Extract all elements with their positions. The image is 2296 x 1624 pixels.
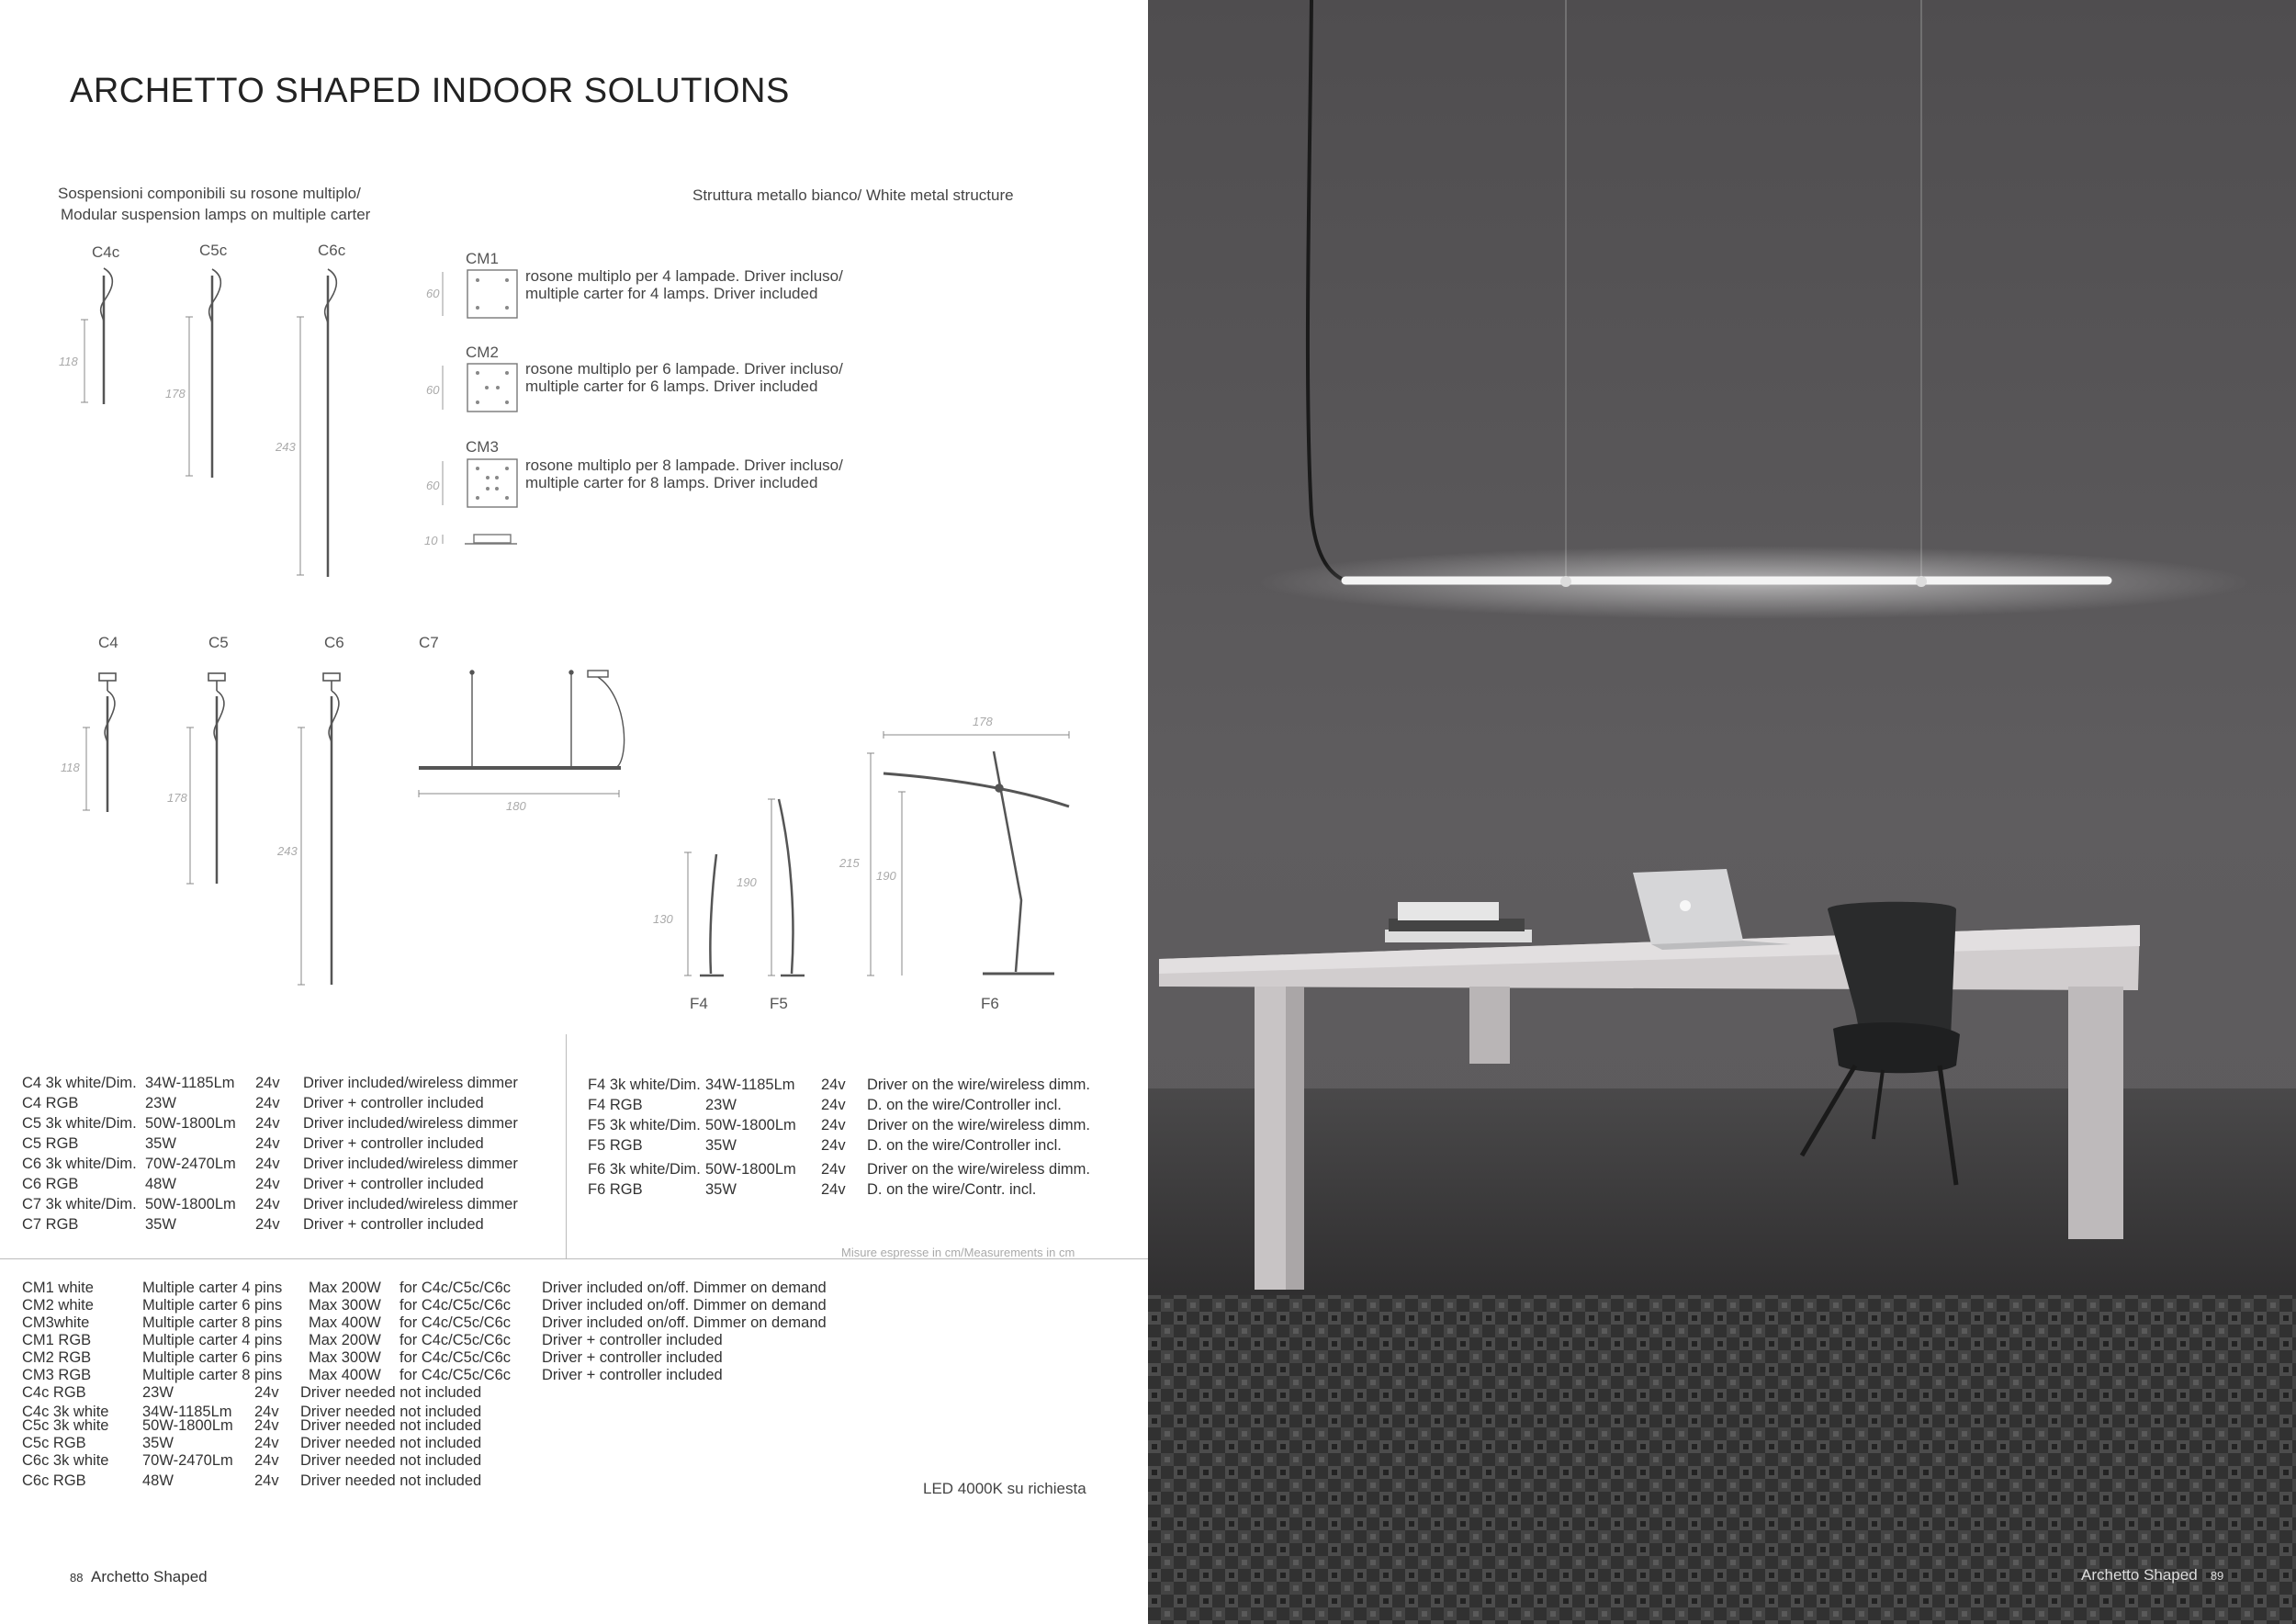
carter-label-cm1: CM1 [466,250,499,267]
spec-cell: 50W-1800Lm [142,1417,233,1434]
spec-cell: Driver included on/off. Dimmer on demand [542,1297,827,1314]
footer-right [2081,1566,2223,1585]
spec-cell: CM1 white [22,1280,94,1296]
spec-cell: Driver included/wireless dimmer [303,1075,518,1091]
dim-c4: 118 [61,761,80,774]
spec-cell: 23W [142,1384,174,1401]
technical-drawings [0,0,1148,1038]
spec-row [588,1157,1139,1181]
spec-cell: 35W [145,1135,176,1152]
spec-row [22,1075,555,1095]
model-label-c5: C5 [208,634,229,651]
spec-cell: CM1 RGB [22,1332,92,1348]
spec-cell: Multiple carter 4 pins [142,1332,283,1348]
spec-cell: C5c RGB [22,1435,86,1451]
page-number-left: 88 [70,1571,84,1585]
spec-row [22,1297,940,1314]
model-label-f6: F6 [981,995,999,1012]
spec-cell: CM3 RGB [22,1367,92,1383]
spec-cell: Multiple carter 6 pins [142,1297,283,1314]
spec-cell: 23W [145,1095,176,1111]
spec-table-c [22,1075,555,1236]
spec-cell: Driver needed not included [300,1435,482,1451]
dim-c6: 243 [277,844,298,858]
spec-cell: 35W [705,1181,737,1198]
spec-cell: Driver on the wire/wireless dimm. [867,1117,1090,1133]
spec-cell: C7 RGB [22,1216,79,1233]
spec-cell: Multiple carter 4 pins [142,1280,283,1296]
footer-left-text: Archetto Shaped [90,1568,208,1585]
spec-cell: 24v [254,1404,279,1420]
spec-row [22,1435,573,1452]
spec-cell: F5 RGB [588,1137,643,1154]
spec-cell: 50W-1800Lm [705,1117,796,1133]
spec-cell: for C4c/C5c/C6c [400,1314,512,1331]
spec-cell: 34W-1185Lm [705,1077,795,1093]
spec-cell: for C4c/C5c/C6c [400,1280,512,1296]
spec-cell: 24v [255,1176,280,1192]
spec-row [22,1314,940,1332]
dim-c5: 178 [167,791,187,805]
measure-note: Misure espresse in cm/Measurements in cm [841,1246,1075,1259]
spec-cell: Max 200W [309,1280,381,1296]
dim-cm1: 60 [426,287,440,300]
spec-table-cm [22,1280,940,1384]
spec-row [22,1196,555,1216]
dim-c6c: 243 [276,440,296,454]
spec-row [22,1332,940,1349]
spec-cell: C4 RGB [22,1095,79,1111]
spec-cell: 24v [821,1161,846,1178]
led-note: LED 4000K su richiesta [923,1480,1086,1497]
model-label-c4: C4 [98,634,118,651]
spec-cell: CM2 white [22,1297,94,1314]
spec-cell: Driver needed not included [300,1384,482,1401]
spec-cell: 24v [821,1077,846,1093]
spec-row [22,1452,573,1472]
carter-desc-cm2: rosone multiplo per 6 lampade. Driver incluso/ multiple carter for 6 lamps. Driver included [525,360,843,395]
spec-divider-vertical [566,1034,567,1258]
spec-cell: Max 300W [309,1349,381,1366]
spec-cell: Driver included/wireless dimmer [303,1156,518,1172]
spec-cell: Driver needed not included [300,1417,482,1434]
spec-row [588,1181,1139,1201]
spec-cell: D. on the wire/Controller incl. [867,1137,1062,1154]
dim-cm2: 60 [426,383,440,397]
model-label-f4: F4 [690,995,708,1012]
spec-cell: Multiple carter 8 pins [142,1314,283,1331]
spec-row [22,1280,940,1297]
spec-row [22,1472,573,1490]
spec-cell: Driver + controller included [542,1349,723,1366]
spec-cell: Multiple carter 8 pins [142,1367,283,1383]
spec-row [588,1097,1139,1117]
spec-cell: C6c 3k white [22,1452,109,1469]
spec-cell: C5c 3k white [22,1417,109,1434]
dim-c7: 180 [506,799,526,813]
spec-cell: 24v [255,1196,280,1212]
carter-label-cm2: CM2 [466,344,499,361]
spec-cell: Driver included on/off. Dimmer on demand [542,1280,827,1296]
spec-cell: Driver + controller included [542,1332,723,1348]
spec-cell: 24v [255,1156,280,1172]
spec-cell: C5 3k white/Dim. [22,1115,137,1132]
spec-row [22,1095,555,1115]
dim-f6-width: 178 [973,715,993,728]
spec-cell: Driver needed not included [300,1452,482,1469]
spec-row [22,1402,573,1420]
spec-cell: Driver + controller included [303,1095,484,1111]
spec-cell: Driver + controller included [303,1216,484,1233]
spec-cell: Driver + controller included [542,1367,723,1383]
spec-cell: 50W-1800Lm [705,1161,796,1178]
page-title: ARCHETTO SHAPED INDOOR SOLUTIONS [70,72,790,110]
spec-cell: Max 400W [309,1367,381,1383]
spec-cell: 24v [821,1181,846,1198]
spec-cell: 24v [254,1452,279,1469]
spec-cell: CM3white [22,1314,90,1331]
spec-row [22,1156,555,1176]
spec-cell: C6c RGB [22,1472,86,1489]
spec-cell: for C4c/C5c/C6c [400,1297,512,1314]
spec-cell: Max 300W [309,1297,381,1314]
spec-cell: F4 3k white/Dim. [588,1077,701,1093]
spec-cell: 24v [254,1435,279,1451]
spec-cell: C5 RGB [22,1135,79,1152]
spec-cell: 70W-2470Lm [145,1156,236,1172]
spec-cell: F6 3k white/Dim. [588,1161,701,1178]
carter-label-cm3: CM3 [466,438,499,456]
spec-cell: Driver included/wireless dimmer [303,1196,518,1212]
dim-f6-height: 215 [839,856,860,870]
spec-cell: C4c RGB [22,1384,86,1401]
spec-cell: Driver on the wire/wireless dimm. [867,1077,1090,1093]
spec-cell: 24v [254,1384,279,1401]
structure-caption: Struttura metallo bianco/ White metal structure [692,186,1014,204]
dim-c5c: 178 [165,387,186,400]
spec-cell: Driver + controller included [303,1135,484,1152]
spec-cell: 24v [255,1075,280,1091]
spec-cell: Multiple carter 6 pins [142,1349,283,1366]
spec-cell: 24v [255,1135,280,1152]
dim-carter-height: 10 [424,534,438,547]
footer-right-text: Archetto Shaped [2081,1566,2198,1584]
spec-row [22,1216,555,1236]
spec-row [588,1077,1139,1097]
spec-cell: C6 RGB [22,1176,79,1192]
spec-cell: for C4c/C5c/C6c [400,1349,512,1366]
spec-table-f [588,1077,1139,1201]
spec-cell: 24v [821,1117,846,1133]
model-label-f5: F5 [770,995,788,1012]
right-page-photo [1148,0,2296,1624]
page-number-right: 89 [2210,1569,2224,1583]
spec-cell: F5 3k white/Dim. [588,1117,701,1133]
spec-cell: D. on the wire/Contr. incl. [867,1181,1037,1198]
spec-cell: D. on the wire/Controller incl. [867,1097,1062,1113]
dim-f6-height-2: 190 [876,869,896,883]
spec-row [22,1417,573,1435]
carter-desc-cm3: rosone multiplo per 8 lampade. Driver incluso/ multiple carter for 8 lamps. Driver included [525,457,843,491]
spec-cell: Driver included on/off. Dimmer on demand [542,1314,827,1331]
modular-caption: Sospensioni componibili su rosone multiplo/ Modular suspension lamps on multiple carter [58,185,371,223]
spec-cell: 35W [145,1216,176,1233]
spec-cell: 48W [142,1472,174,1489]
spec-table-cc [22,1384,573,1490]
model-label-c7: C7 [419,634,439,651]
spec-row [588,1117,1139,1137]
spec-cell: C6 3k white/Dim. [22,1156,137,1172]
spec-cell: for C4c/C5c/C6c [400,1367,512,1383]
dim-c4c: 118 [59,355,78,368]
spec-cell: F6 RGB [588,1181,643,1198]
spec-row [22,1115,555,1135]
spec-cell: 35W [142,1435,174,1451]
spec-cell: 50W-1800Lm [145,1196,236,1212]
model-label-c5c: C5c [199,242,228,259]
spec-row [22,1349,940,1367]
spec-cell: Driver needed not included [300,1404,482,1420]
spec-cell: 34W-1185Lm [145,1075,235,1091]
spec-cell: CM2 RGB [22,1349,92,1366]
spec-cell: F4 RGB [588,1097,643,1113]
spec-cell: Driver needed not included [300,1472,482,1489]
spec-cell: 24v [821,1097,846,1113]
spec-cell: 24v [254,1417,279,1434]
footer-left [70,1568,208,1586]
spec-cell: 24v [254,1472,279,1489]
spec-cell: 24v [255,1115,280,1132]
model-label-c4c: C4c [92,243,120,261]
spec-row [22,1176,555,1196]
spec-cell: C4 3k white/Dim. [22,1075,137,1091]
spec-row [22,1367,940,1384]
spec-cell: 24v [255,1095,280,1111]
model-label-c6c: C6c [318,242,346,259]
model-label-c6: C6 [324,634,344,651]
spec-cell: for C4c/C5c/C6c [400,1332,512,1348]
spec-cell: 48W [145,1176,176,1192]
spec-cell: 24v [255,1216,280,1233]
dim-cm3: 60 [426,479,440,492]
spec-cell: C7 3k white/Dim. [22,1196,137,1212]
spec-cell: 24v [821,1137,846,1154]
spec-cell: 70W-2470Lm [142,1452,233,1469]
spec-cell: 23W [705,1097,737,1113]
dim-f5: 190 [737,875,757,889]
spec-cell: C4c 3k white [22,1404,109,1420]
spec-cell: Max 400W [309,1314,381,1331]
spec-cell: 34W-1185Lm [142,1404,232,1420]
spec-cell: 35W [705,1137,737,1154]
spec-row [22,1384,573,1402]
spec-cell: Max 200W [309,1332,381,1348]
spec-row [588,1137,1139,1157]
spec-cell: 50W-1800Lm [145,1115,236,1132]
spec-cell: Driver + controller included [303,1176,484,1192]
dim-f4: 130 [653,912,673,926]
spec-row [22,1135,555,1156]
spec-cell: Driver on the wire/wireless dimm. [867,1161,1090,1178]
carter-desc-cm1: rosone multiplo per 4 lampade. Driver incluso/ multiple carter for 4 lamps. Driver included [525,267,843,302]
product-photo [1148,0,2296,1624]
spec-cell: Driver included/wireless dimmer [303,1115,518,1132]
